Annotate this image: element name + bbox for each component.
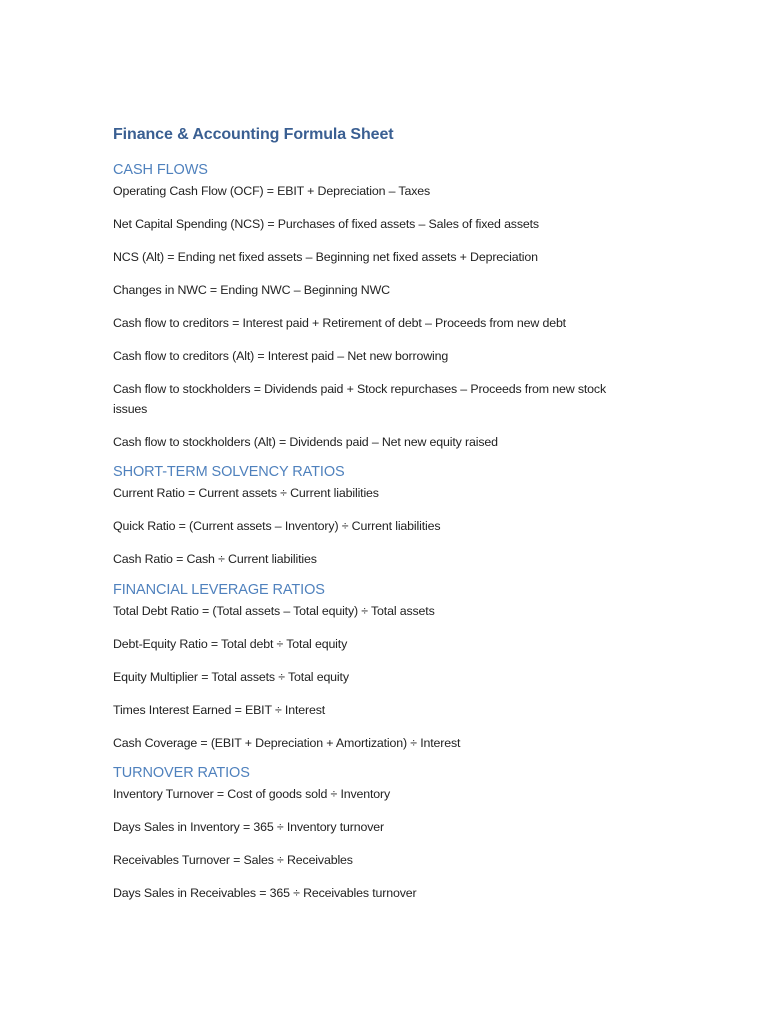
section-heading: TURNOVER RATIOS <box>113 765 250 781</box>
formula-line: Cash Ratio = Cash ÷ Current liabilities <box>113 552 317 566</box>
formula-line: Equity Multiplier = Total assets ÷ Total equity <box>113 669 349 684</box>
document-title: Finance & Accounting Formula Sheet <box>113 126 394 143</box>
formula-line: Debt-Equity Ratio = Total debt ÷ Total equity <box>113 636 348 651</box>
formula-line: Operating Cash Flow (OCF) = EBIT + Depreciation – Taxes <box>113 184 431 198</box>
formula-line: Cash flow to creditors (Alt) = Interest paid – Net new borrowing <box>113 349 449 363</box>
section-short-term-solvency <box>113 463 643 570</box>
formula-line: Total Debt Ratio = (Total assets – Total equity) ÷ Total assets <box>113 603 435 618</box>
formula-line: Net Capital Spending (NCS) = Purchases of fixed assets – Sales of fixed assets <box>113 217 539 231</box>
formula-line: Inventory Turnover = Cost of goods sold ÷ Inventory <box>113 787 391 801</box>
formula-line: Times Interest Earned = EBIT ÷ Interest <box>113 702 326 717</box>
formula-line: Quick Ratio = (Current assets – Inventory) ÷ Current liabilities <box>113 519 441 533</box>
formula-line: Cash flow to stockholders (Alt) = Dividends paid – Net new equity raised <box>113 434 498 449</box>
formula-line: Receivables Turnover = Sales ÷ Receivables <box>113 853 353 867</box>
formula-line: Changes in NWC = Ending NWC – Beginning NWC <box>113 283 390 297</box>
formula-line: Cash flow to creditors = Interest paid + Retirement of debt – Proceeds from new debt <box>113 316 566 330</box>
formula-line: Days Sales in Inventory = 365 ÷ Inventory turnover <box>113 820 385 834</box>
formula-line: Cash Coverage = (EBIT + Depreciation + Amortization) ÷ Interest <box>113 735 461 750</box>
section-turnover-ratios <box>113 764 643 904</box>
section-cash-flows <box>113 161 643 452</box>
formula-line: Current Ratio = Current assets ÷ Current liabilities <box>113 486 379 500</box>
section-heading: SHORT-TERM SOLVENCY RATIOS <box>113 464 345 480</box>
formula-line: Days Sales in Receivables = 365 ÷ Receivables turnover <box>113 886 417 900</box>
section-heading: FINANCIAL LEVERAGE RATIOS <box>113 581 325 598</box>
section-heading: CASH FLOWS <box>113 162 208 178</box>
section-financial-leverage <box>113 581 643 754</box>
document-page <box>113 124 643 915</box>
formula-line: Cash flow to stockholders = Dividends paid + Stock repurchases – Proceeds from new stock issues <box>113 382 606 416</box>
formula-line: NCS (Alt) = Ending net fixed assets – Beginning net fixed assets + Depreciation <box>113 250 538 264</box>
